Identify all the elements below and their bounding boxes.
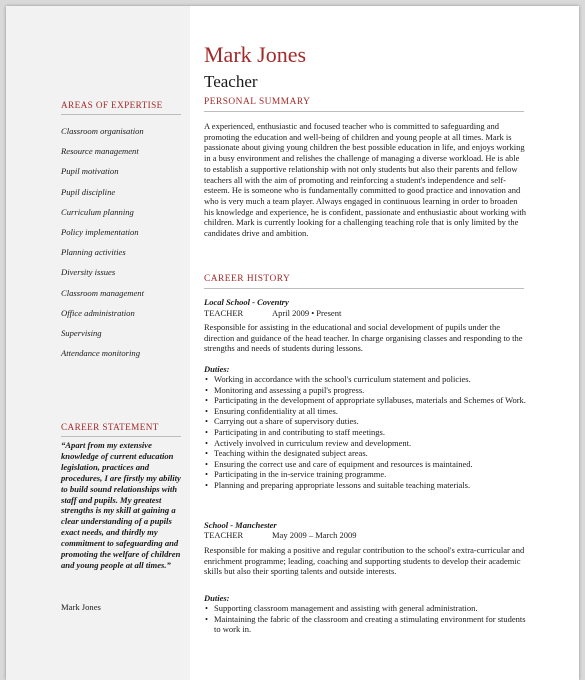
expertise-divider	[61, 114, 181, 115]
expertise-item: Policy implementation	[61, 226, 139, 237]
bullet-icon: •	[205, 395, 208, 406]
expertise-item: Pupil discipline	[61, 186, 116, 197]
candidate-role: Teacher	[204, 72, 258, 91]
duty-item: • Ensuring the correct use and care of equipment and resources is maintained.	[205, 458, 473, 469]
bullet-icon: •	[205, 469, 208, 480]
job-description: Responsible for making a positive and regular contribution to the school's extra-curricular and enrichment programme; leading, coaching and supporting students to develop their academic skills but also their sporting talents and outside interests.	[204, 545, 525, 577]
career-statement-text: “Apart from my extensive knowledge of current education legislation, practices and procedures, I are firstly my ability to build sound relationships with staff and pupils. My greatest strengths is my skill at gaining a clear understanding of a pupils exact needs, and thirdly my commitment to safeguarding and promoting the welfare of children and young people at all times.”	[61, 440, 181, 570]
duty-item: • Ensuring confidentiality at all times.	[205, 405, 338, 416]
expertise-item: Resource management	[61, 146, 139, 157]
bullet-icon: •	[205, 374, 208, 384]
bullet-icon: •	[205, 405, 208, 416]
duty-item: • Participating in and contributing to staff meetings.	[205, 426, 385, 437]
bullet-icon: •	[205, 458, 208, 469]
career-statement-heading: CAREER STATEMENT	[61, 422, 159, 432]
job-role: TEACHER	[204, 308, 244, 318]
career-statement-author: Mark Jones	[61, 602, 101, 612]
expertise-item: Office administration	[61, 307, 135, 318]
bullet-icon: •	[205, 613, 208, 624]
job-role: TEACHER	[204, 530, 244, 540]
personal-summary-divider	[204, 111, 524, 112]
job-employer: School - Manchester	[204, 520, 277, 530]
bullet-icon: •	[205, 426, 208, 437]
bullet-icon: •	[205, 437, 208, 448]
expertise-heading: AREAS OF EXPERTISE	[61, 100, 163, 110]
sidebar	[6, 6, 190, 680]
job-role-line	[204, 308, 342, 318]
personal-summary-text: A experienced, enthusiastic and focused teacher who is committed to safeguarding and promoting the education and well-being of children and young people at all times. Mark is passionate about giving young children the best possible education in life, and enjoys working in a busy environment and relishes the challenge of managing a diverse workload. He is able to establish a supportive relationship with not only students but also their parents and fellow teachers all with the aim of promoting and reinforcing a student's independence and self-esteem. He is someone who is fundamentally committed to good practice and innovation and who is very much a team player. Always engaged in continuous learning in order to broaden his knowledge and experience, he is confident, passionate and enthusiastic about working with children. Mark is currently looking for a challenging teaching role that is only limited by the candidates drive and ambition.	[204, 121, 526, 239]
job-employer: Local School - Coventry	[204, 297, 289, 307]
bullet-icon: •	[205, 479, 208, 490]
job-dates: April 2009 • Present	[272, 308, 342, 318]
career-statement-divider	[61, 436, 181, 437]
duty-item: • Monitoring and assessing a pupil's progress.	[205, 384, 365, 395]
personal-summary-heading: PERSONAL SUMMARY	[204, 97, 311, 107]
career-history-heading: CAREER HISTORY	[204, 274, 291, 284]
duties-label: Duties:	[204, 593, 230, 603]
duty-item: • Working in accordance with the school's curriculum statement and policies.	[205, 374, 471, 384]
duty-item: • Maintaining the fabric of the classroom and creating a stimulating environment for students to work in.	[205, 613, 526, 635]
expertise-item: Curriculum planning	[61, 206, 134, 217]
career-history-divider	[204, 288, 524, 289]
bullet-icon: •	[205, 416, 208, 427]
duty-item: • Teaching within the designated subject areas.	[205, 448, 368, 459]
cv-page	[6, 6, 579, 680]
duty-item: • Actively involved in curriculum review and development.	[205, 437, 412, 448]
expertise-item: Planning activities	[61, 247, 126, 258]
expertise-item: Attendance monitoring	[61, 348, 141, 359]
expertise-list	[61, 125, 144, 367]
duty-item: • Participating in the in-service training programme.	[205, 469, 387, 480]
job-role-line	[204, 530, 357, 540]
duties-list	[204, 603, 526, 635]
expertise-item: Classroom organisation	[61, 126, 144, 136]
duty-item: • Participating in the development of appropriate syllabuses, materials and Schemes of Work.	[205, 395, 526, 406]
bullet-icon: •	[205, 448, 208, 459]
job-dates: May 2009 – March 2009	[272, 530, 357, 540]
bullet-icon: •	[205, 384, 208, 395]
duty-item: • Planning and preparing appropriate lessons and suitable teaching materials.	[205, 479, 471, 490]
job-description: Responsible for assisting in the educational and social development of pupils under the direction and guidance of the head teacher. In charge organising classes and responding to the strengths and needs of students during lessons.	[204, 322, 523, 354]
duties-list	[204, 374, 526, 491]
duty-item: • Supporting classroom management and assisting with general administration.	[205, 603, 478, 613]
expertise-item: Pupil motivation	[61, 166, 119, 177]
candidate-name: Mark Jones	[204, 42, 307, 67]
bullet-icon: •	[205, 603, 208, 613]
expertise-item: Classroom management	[61, 287, 144, 298]
duty-item: • Carrying out a share of supervisory duties.	[205, 416, 359, 427]
expertise-item: Diversity issues	[61, 267, 116, 278]
expertise-item: Supervising	[61, 327, 102, 338]
duties-label: Duties:	[204, 364, 230, 374]
